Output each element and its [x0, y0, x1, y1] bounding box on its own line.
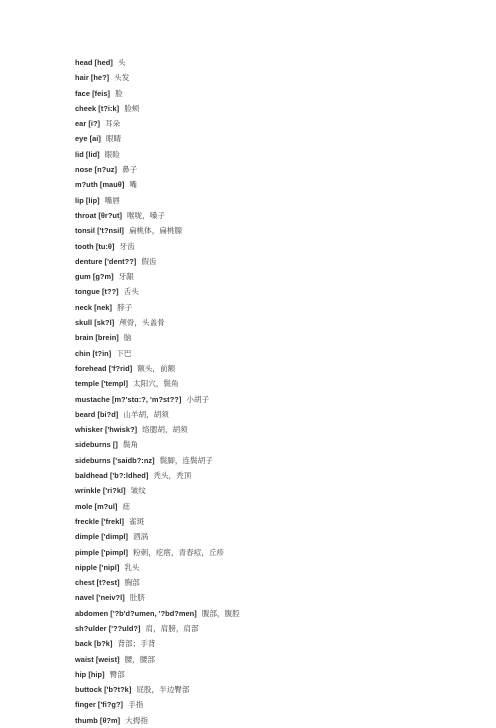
chinese-meaning: 臀部	[109, 669, 125, 679]
english-word: abdomen ['?b'd?umen, '?bd?men]	[75, 608, 197, 618]
english-word: tooth [tu:θ]	[75, 241, 115, 251]
chinese-meaning: 扁桃体，扁桃腺	[128, 226, 183, 236]
chinese-meaning: 鼻子	[122, 165, 138, 175]
list-item	[75, 361, 240, 376]
english-word: chest [t?est]	[75, 578, 120, 588]
list-item	[75, 697, 240, 712]
chinese-meaning: 粉刺，疙瘩，青春痘，丘疹	[133, 547, 225, 557]
english-word: waist [weist]	[75, 654, 120, 664]
chinese-meaning: 背部；手背	[117, 639, 156, 649]
chinese-meaning: 颅骨，头盖骨	[119, 318, 165, 328]
chinese-meaning: 下巴	[116, 348, 132, 358]
chinese-meaning: 额头，前额	[137, 363, 176, 373]
english-word: back [b?k]	[75, 639, 113, 649]
english-word: pimple ['pimpl]	[75, 547, 129, 557]
chinese-meaning: 酒涡	[133, 532, 149, 542]
chinese-meaning: 络腮胡，胡须	[142, 425, 188, 435]
english-word: face [feis]	[75, 88, 111, 98]
english-word: tonsil ['t?nsil]	[75, 226, 124, 236]
list-item	[75, 55, 240, 70]
english-word: sh?ulder ['??uld?]	[75, 623, 141, 633]
chinese-meaning: 头发	[114, 73, 130, 83]
vocabulary-list	[75, 55, 240, 728]
list-item	[75, 239, 240, 254]
english-word: chin [t?in]	[75, 348, 112, 358]
english-word: skull [sk?l]	[75, 318, 115, 328]
chinese-meaning: 鬓角	[122, 440, 139, 450]
list-item	[75, 392, 240, 407]
list-item	[75, 437, 240, 452]
list-item	[75, 116, 240, 131]
list-item	[75, 269, 240, 284]
english-word: mustache [m?'stɑ:?, 'm?st??]	[75, 394, 182, 404]
english-word: nipple ['nipl]	[75, 562, 120, 572]
english-word: hip [hip]	[75, 669, 105, 679]
english-word: finger ['fi?g?]	[75, 700, 124, 710]
list-item	[75, 652, 240, 667]
english-word: hair [he?]	[75, 73, 110, 83]
chinese-meaning: 眼睛	[105, 134, 122, 144]
list-item	[75, 300, 240, 315]
english-word: lid [lid]	[75, 149, 100, 159]
chinese-meaning: 胸部	[124, 578, 140, 588]
chinese-meaning: 眼睑	[104, 149, 120, 159]
english-word: denture ['dent??]	[75, 256, 137, 266]
english-word: gum [g?m]	[75, 272, 114, 282]
list-item	[75, 575, 240, 590]
english-word: nose [n?uz]	[75, 165, 118, 175]
list-item	[75, 193, 240, 208]
chinese-meaning: 鬓脚，连鬓胡子	[159, 455, 213, 465]
list-item	[75, 101, 240, 116]
chinese-meaning: 大拇指	[125, 715, 148, 725]
english-word: eye [ai]	[75, 134, 101, 144]
chinese-meaning: 牙龈	[118, 272, 134, 282]
list-item	[75, 223, 240, 238]
english-word: freckle ['frekl]	[75, 516, 124, 526]
english-word: thumb [θ?m]	[75, 715, 121, 725]
english-word: brain [brein]	[75, 333, 119, 343]
list-item	[75, 407, 240, 422]
english-word: ear [i?]	[75, 119, 101, 129]
list-item	[75, 131, 240, 146]
chinese-meaning: 腰，腰部	[124, 654, 155, 664]
chinese-meaning: 脖子	[117, 302, 133, 312]
english-word: lip [lip]	[75, 195, 100, 205]
list-item	[75, 621, 240, 636]
list-item	[75, 682, 240, 697]
english-word: neck [nek]	[75, 302, 113, 312]
list-item	[75, 590, 240, 605]
list-item	[75, 453, 240, 468]
chinese-meaning: 嘴	[129, 180, 137, 190]
chinese-meaning: 肩，肩膀，肩部	[145, 623, 199, 633]
chinese-meaning: 屁股，半边臀部	[136, 685, 190, 695]
list-item	[75, 208, 240, 223]
list-item	[75, 315, 240, 330]
chinese-meaning: 秃头，秃顶	[153, 471, 192, 481]
list-item	[75, 514, 240, 529]
english-word: wrinkle ['ri?kl]	[75, 486, 126, 496]
chinese-meaning: 手指	[128, 700, 144, 710]
english-word: sideburns ['saidb?:nz]	[75, 455, 155, 465]
list-item	[75, 499, 240, 514]
list-item	[75, 422, 240, 437]
chinese-meaning: 山羊胡，胡须	[123, 409, 169, 419]
chinese-meaning: 脸	[115, 88, 123, 98]
english-word: temple ['templ]	[75, 379, 129, 389]
chinese-meaning: 牙齿	[119, 241, 135, 251]
english-word: head [hed]	[75, 58, 113, 67]
english-word: m?uth [mauθ]	[75, 180, 125, 190]
english-word: tongue [t??]	[75, 287, 119, 297]
chinese-meaning: 乳头	[124, 562, 140, 572]
chinese-meaning: 腹部，腹腔	[201, 608, 240, 618]
list-item	[75, 376, 240, 391]
list-item	[75, 70, 240, 85]
list-item	[75, 606, 240, 621]
list-item	[75, 560, 240, 575]
list-item	[75, 346, 240, 361]
list-item	[75, 86, 240, 101]
english-word: dimple ['dimpl]	[75, 532, 129, 542]
list-item	[75, 636, 240, 651]
english-word: sideburns []	[75, 440, 118, 450]
chinese-meaning: 脸颊	[124, 103, 140, 113]
list-item	[75, 468, 240, 483]
list-item	[75, 529, 240, 544]
chinese-meaning: 头	[117, 58, 126, 67]
chinese-meaning: 舌头	[123, 287, 139, 297]
english-word: cheek [t?i:k]	[75, 103, 120, 113]
english-word: mole [m?ul]	[75, 501, 118, 511]
chinese-meaning: 耳朵	[105, 119, 121, 129]
list-item	[75, 330, 240, 345]
english-word: throat [θr?ut]	[75, 210, 122, 220]
list-item	[75, 177, 240, 192]
english-word: buttock ['b?t?k]	[75, 685, 132, 695]
chinese-meaning: 脑	[123, 333, 132, 343]
list-item	[75, 162, 240, 177]
list-item	[75, 545, 240, 560]
english-word: baldhead ['b?:ldhed]	[75, 471, 149, 481]
chinese-meaning: 肚脐	[129, 593, 145, 603]
list-item	[75, 713, 240, 728]
chinese-meaning: 小胡子	[186, 394, 210, 404]
chinese-meaning: 皱纹	[130, 486, 146, 496]
english-word: forehead ['f?rid]	[75, 363, 133, 373]
chinese-meaning: 假齿	[141, 256, 157, 266]
chinese-meaning: 喉咙，嗓子	[126, 210, 165, 220]
list-item	[75, 483, 240, 498]
chinese-meaning: 太阳穴，鬓角	[133, 379, 179, 389]
english-word: beard [bi?d]	[75, 409, 119, 419]
list-item	[75, 667, 240, 682]
chinese-meaning: 嘴唇	[104, 195, 120, 205]
list-item	[75, 284, 240, 299]
english-word: navel ['neiv?l]	[75, 593, 125, 603]
chinese-meaning: 痣	[122, 501, 131, 511]
list-item	[75, 254, 240, 269]
list-item	[75, 147, 240, 162]
english-word: whisker ['hwisk?]	[75, 425, 138, 435]
chinese-meaning: 雀斑	[128, 516, 145, 526]
